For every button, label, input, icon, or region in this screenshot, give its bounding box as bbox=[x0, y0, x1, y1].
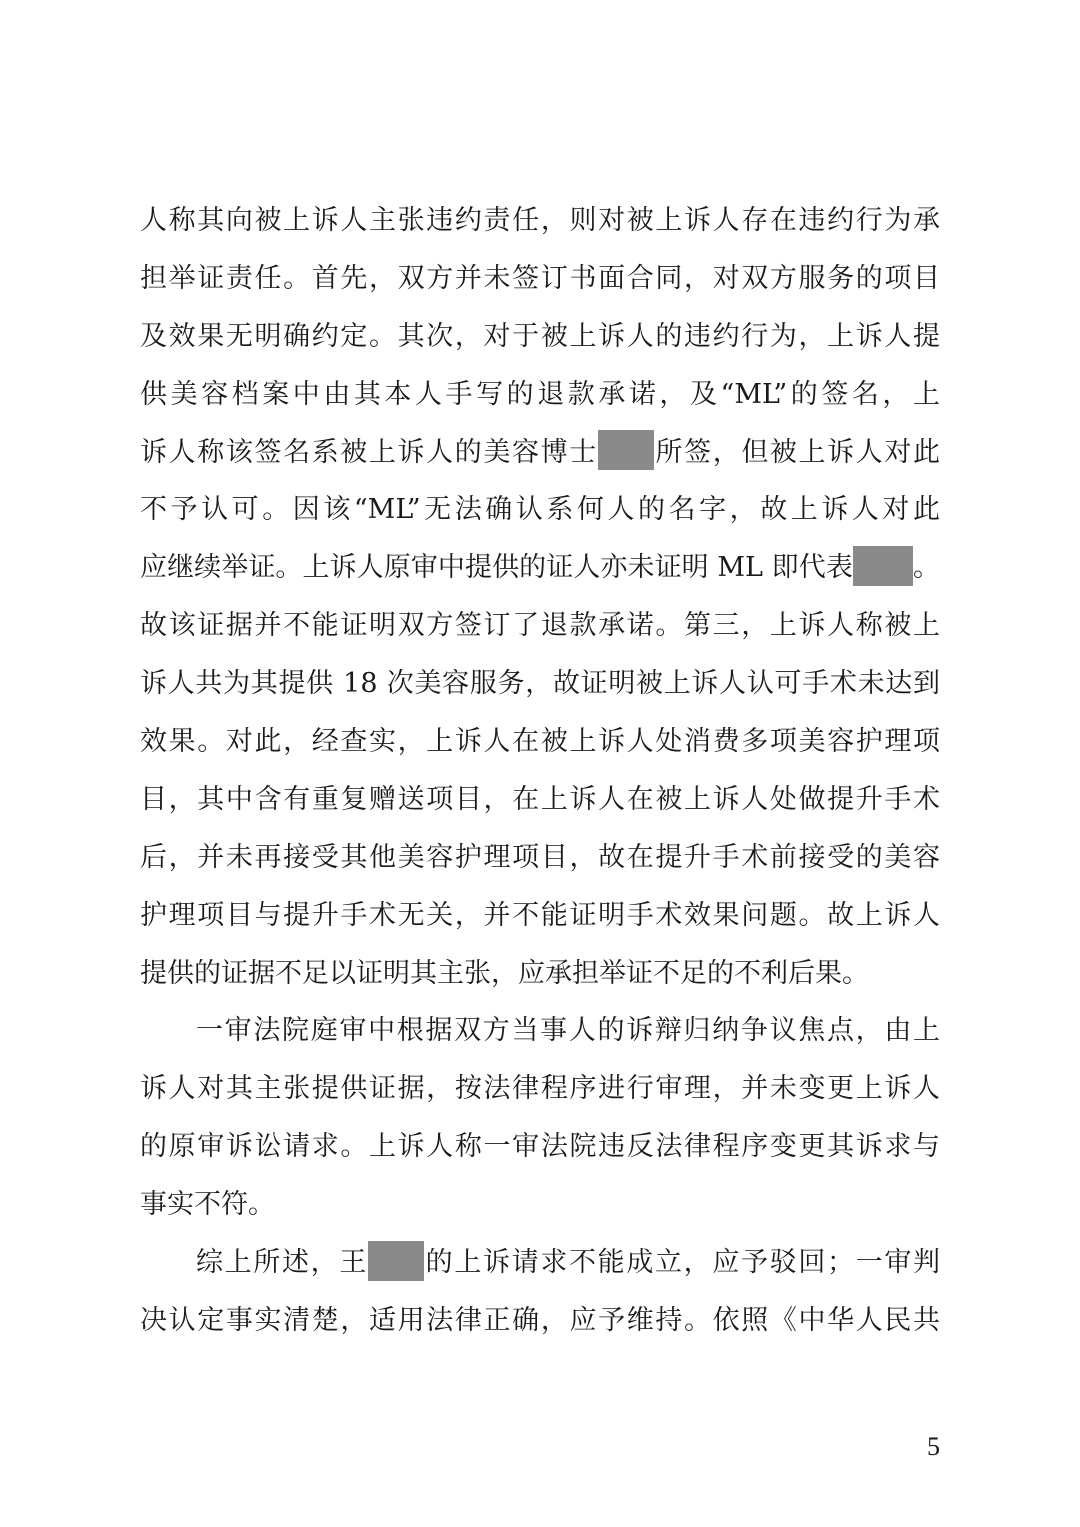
text-segment: 综上所述，王 bbox=[196, 1247, 368, 1279]
text-line: 供美容档案中由其本人手写的退款承诺，及“ML”的签名，上 bbox=[140, 378, 940, 410]
text-segment: 应继续举证。上诉人原审中提供的证人亦未证明 ML 即代表 bbox=[140, 552, 853, 584]
text-line: 故该证据并不能证明双方签订了退款承诺。第三，上诉人称被上 bbox=[140, 610, 940, 642]
text-line: 担举证责任。首先，双方并未签订书面合同，对双方服务的项目 bbox=[140, 262, 940, 294]
page-number: 5 bbox=[927, 1432, 940, 1461]
redaction-block bbox=[368, 1241, 424, 1281]
text-line bbox=[140, 539, 940, 597]
text-segment: 所签，但被上诉人对此 bbox=[653, 436, 941, 468]
text-line: 效果。对此，经查实，上诉人在被上诉人处消费多项美容护理项 bbox=[140, 726, 940, 758]
text-line: 提供的证据不足以证明其主张，应承担举证不足的不利后果。 bbox=[140, 957, 869, 989]
text-line: 事实不符。 bbox=[140, 1189, 275, 1221]
text-line: 诉人共为其提供 18 次美容服务，故证明被上诉人认可手术未达到 bbox=[140, 668, 940, 700]
redaction-block bbox=[598, 430, 654, 470]
text-line bbox=[140, 424, 940, 482]
text-line: 不予认可。因该“ML”无法确认系何人的名字，故上诉人对此 bbox=[140, 494, 940, 526]
redaction-block bbox=[853, 546, 913, 586]
text-line: 决认定事实清楚，适用法律正确，应予维持。依照《中华人民共 bbox=[140, 1304, 940, 1336]
text-line: 护理项目与提升手术无关，并不能证明手术效果问题。故上诉人 bbox=[140, 899, 940, 931]
text-segment: 诉人称该签名系被上诉人的美容博士 bbox=[140, 436, 598, 468]
text-segment: 。 bbox=[912, 552, 940, 584]
text-line: 诉人对其主张提供证据，按法律程序进行审理，并未变更上诉人 bbox=[140, 1073, 940, 1105]
text-segment: 的上诉请求不能成立，应予驳回；一审判 bbox=[424, 1247, 940, 1279]
text-line: 后，并未再接受其他美容护理项目，故在提升手术前接受的美容 bbox=[140, 841, 940, 873]
text-line: 及效果无明确约定。其次，对于被上诉人的违约行为，上诉人提 bbox=[140, 320, 940, 352]
body-text bbox=[140, 192, 940, 1350]
text-line: 目，其中含有重复赠送项目，在上诉人在被上诉人处做提升手术 bbox=[140, 783, 940, 815]
paragraph-start-line bbox=[140, 1234, 940, 1292]
text-line: 的原审诉讼请求。上诉人称一审法院违反法律程序变更其诉求与 bbox=[140, 1131, 940, 1163]
paragraph-start-line: 一审法院庭审中根据双方当事人的诉辩归纳争议焦点，由上 bbox=[196, 1015, 940, 1047]
text-line: 人称其向被上诉人主张违约责任，则对被上诉人存在违约行为承 bbox=[140, 205, 940, 236]
